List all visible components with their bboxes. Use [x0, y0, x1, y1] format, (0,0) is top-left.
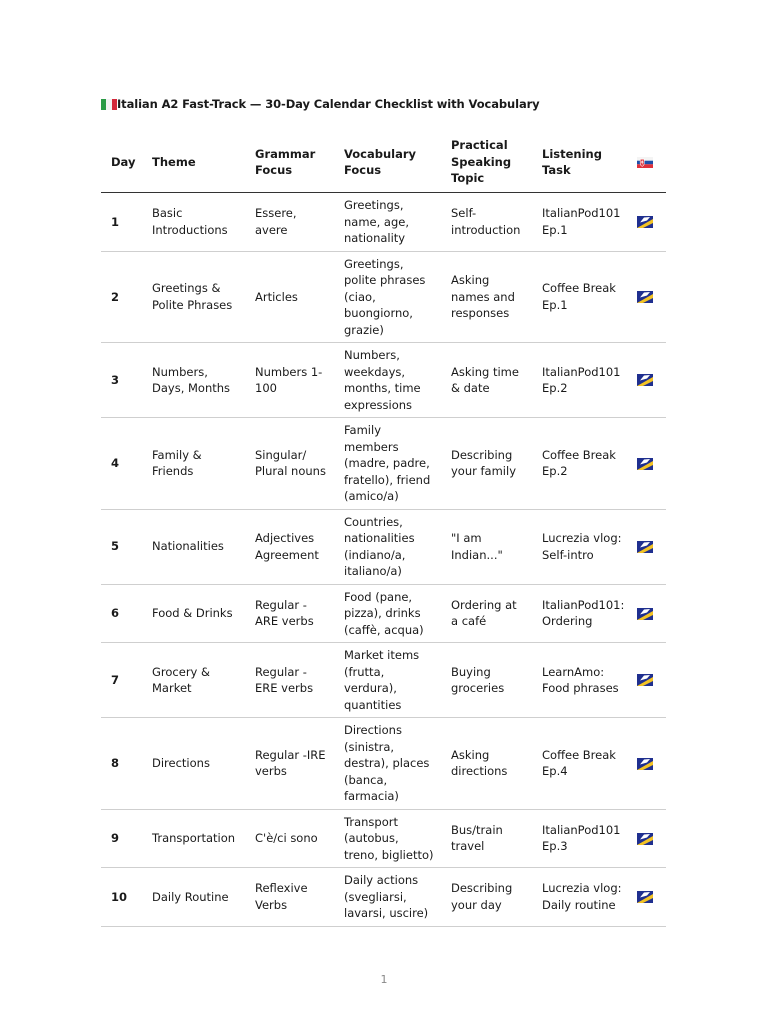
- cell-speaking-topic: Ordering at a café: [441, 584, 532, 643]
- checklist-flag-icon[interactable]: [637, 291, 653, 303]
- cell-listening-task: ItalianPod101 Ep.1: [532, 193, 635, 252]
- table-row: [101, 809, 666, 868]
- cell-day: 8: [101, 718, 142, 810]
- cell-day: 6: [101, 584, 142, 643]
- cell-check[interactable]: [635, 868, 666, 927]
- cell-theme: Daily Routine: [142, 868, 245, 927]
- cell-listening-task: ItalianPod101: Ordering: [532, 584, 635, 643]
- cell-theme: Family & Friends: [142, 418, 245, 510]
- cell-vocabulary-focus: Food (pane, pizza), drinks (caffè, acqua): [334, 584, 441, 643]
- cell-vocabulary-focus: Greetings, polite phrases (ciao, buongiorno, grazie): [334, 251, 441, 343]
- cell-check[interactable]: [635, 643, 666, 718]
- cell-listening-task: ItalianPod101 Ep.2: [532, 343, 635, 418]
- cell-vocabulary-focus: Greetings, name, age, nationality: [334, 193, 441, 252]
- cell-day: 5: [101, 509, 142, 584]
- cell-vocabulary-focus: Market items (frutta, verdura), quantities: [334, 643, 441, 718]
- cell-grammar-focus: Reflexive Verbs: [245, 868, 334, 927]
- cell-grammar-focus: Regular - ARE verbs: [245, 584, 334, 643]
- table-header-row: [101, 132, 666, 193]
- cell-listening-task: ItalianPod101 Ep.3: [532, 809, 635, 868]
- cell-grammar-focus: C'è/ci sono: [245, 809, 334, 868]
- header-vocabulary-focus: Vocabulary Focus: [334, 132, 441, 193]
- cell-theme: Basic Introductions: [142, 193, 245, 252]
- header-check-column: [635, 132, 666, 193]
- checklist-table: [101, 132, 666, 927]
- cell-theme: Directions: [142, 718, 245, 810]
- header-theme: Theme: [142, 132, 245, 193]
- cell-check[interactable]: [635, 584, 666, 643]
- cell-grammar-focus: Regular -IRE verbs: [245, 718, 334, 810]
- cell-check[interactable]: [635, 418, 666, 510]
- cell-check[interactable]: [635, 251, 666, 343]
- cell-speaking-topic: Buying groceries: [441, 643, 532, 718]
- cell-check[interactable]: [635, 809, 666, 868]
- cell-speaking-topic: Describing your day: [441, 868, 532, 927]
- cell-listening-task: Coffee Break Ep.4: [532, 718, 635, 810]
- checklist-flag-icon[interactable]: [637, 458, 653, 470]
- cell-grammar-focus: Adjectives Agreement: [245, 509, 334, 584]
- cell-speaking-topic: "I am Indian...": [441, 509, 532, 584]
- checklist-flag-icon[interactable]: [637, 608, 653, 620]
- checklist-flag-icon[interactable]: [637, 216, 653, 228]
- table-row: [101, 509, 666, 584]
- cell-theme: Greetings & Polite Phrases: [142, 251, 245, 343]
- slovakia-flag-icon: [637, 157, 653, 168]
- table-row: [101, 868, 666, 927]
- table-row: [101, 193, 666, 252]
- cell-vocabulary-focus: Daily actions (svegliarsi, lavarsi, uscire): [334, 868, 441, 927]
- cell-day: 2: [101, 251, 142, 343]
- table-row: [101, 643, 666, 718]
- cell-listening-task: LearnAmo: Food phrases: [532, 643, 635, 718]
- cell-check[interactable]: [635, 509, 666, 584]
- header-speaking-topic: Practical Speaking Topic: [441, 132, 532, 193]
- cell-vocabulary-focus: Numbers, weekdays, months, time expressions: [334, 343, 441, 418]
- cell-day: 10: [101, 868, 142, 927]
- checklist-flag-icon[interactable]: [637, 758, 653, 770]
- cell-grammar-focus: Regular -ERE verbs: [245, 643, 334, 718]
- checklist-flag-icon[interactable]: [637, 891, 653, 903]
- cell-theme: Grocery & Market: [142, 643, 245, 718]
- cell-day: 3: [101, 343, 142, 418]
- cell-check[interactable]: [635, 718, 666, 810]
- cell-speaking-topic: Self-introduction: [441, 193, 532, 252]
- document-title-text: Italian A2 Fast-Track — 30-Day Calendar Checklist with Vocabulary: [117, 97, 540, 111]
- cell-day: 4: [101, 418, 142, 510]
- cell-day: 7: [101, 643, 142, 718]
- cell-vocabulary-focus: Directions (sinistra, destra), places (banca, farmacia): [334, 718, 441, 810]
- italy-flag-icon: [101, 99, 117, 110]
- cell-theme: Nationalities: [142, 509, 245, 584]
- cell-listening-task: Lucrezia vlog: Self-intro: [532, 509, 635, 584]
- cell-theme: Numbers, Days, Months: [142, 343, 245, 418]
- cell-theme: Transportation: [142, 809, 245, 868]
- cell-listening-task: Coffee Break Ep.1: [532, 251, 635, 343]
- cell-speaking-topic: Asking time & date: [441, 343, 532, 418]
- header-listening-task: Listening Task: [532, 132, 635, 193]
- table-row: [101, 343, 666, 418]
- cell-theme: Food & Drinks: [142, 584, 245, 643]
- table-row: [101, 718, 666, 810]
- cell-speaking-topic: Asking directions: [441, 718, 532, 810]
- cell-day: 1: [101, 193, 142, 252]
- header-grammar-focus: Grammar Focus: [245, 132, 334, 193]
- checklist-flag-icon[interactable]: [637, 374, 653, 386]
- page-number: 1: [380, 973, 388, 986]
- cell-listening-task: Coffee Break Ep.2: [532, 418, 635, 510]
- header-day: Day: [101, 132, 142, 193]
- cell-listening-task: Lucrezia vlog: Daily routine: [532, 868, 635, 927]
- table-row: [101, 418, 666, 510]
- checklist-flag-icon[interactable]: [637, 541, 653, 553]
- document-title: [101, 97, 540, 111]
- table-row: [101, 584, 666, 643]
- cell-check[interactable]: [635, 193, 666, 252]
- cell-speaking-topic: Bus/train travel: [441, 809, 532, 868]
- cell-speaking-topic: Asking names and responses: [441, 251, 532, 343]
- cell-grammar-focus: Numbers 1-100: [245, 343, 334, 418]
- cell-grammar-focus: Singular/ Plural nouns: [245, 418, 334, 510]
- checklist-flag-icon[interactable]: [637, 833, 653, 845]
- table-row: [101, 251, 666, 343]
- cell-vocabulary-focus: Transport (autobus, treno, biglietto): [334, 809, 441, 868]
- cell-speaking-topic: Describing your family: [441, 418, 532, 510]
- cell-check[interactable]: [635, 343, 666, 418]
- cell-day: 9: [101, 809, 142, 868]
- checklist-flag-icon[interactable]: [637, 674, 653, 686]
- cell-vocabulary-focus: Countries, nationalities (indiano/a, italiano/a): [334, 509, 441, 584]
- cell-grammar-focus: Essere, avere: [245, 193, 334, 252]
- cell-vocabulary-focus: Family members (madre, padre, fratello), friend (amico/a): [334, 418, 441, 510]
- cell-grammar-focus: Articles: [245, 251, 334, 343]
